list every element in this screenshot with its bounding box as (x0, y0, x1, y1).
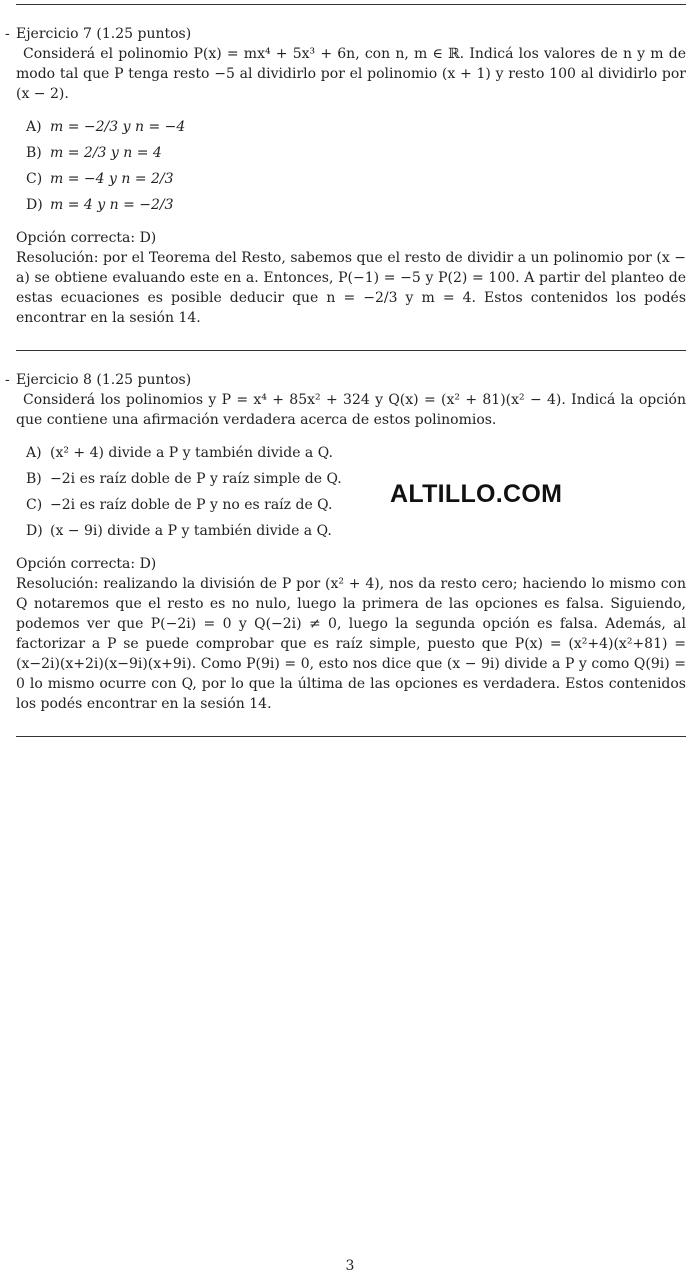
bottom-divider (16, 736, 686, 737)
exercise-statement: Considerá el polinomio P(x) = mx⁴ + 5x³ + 6n, con n, m ∈ ℝ. Indicá los valores de n y m de modo tal que P tenga resto −5 al dividirlo por el polinomio (x + 1) y resto 100 al dividirlo por (x − 2). (16, 46, 686, 102)
option-c: C) −2i es raíz doble de P y no es raíz de Q. (26, 497, 333, 513)
section-divider (16, 350, 686, 351)
exercise-8 (5, 370, 686, 714)
resolution-text: Resolución: realizando la división de P por (x² + 4), nos da resto cero; haciendo lo mismo con Q notaremos que el resto es no nulo, luego la primera de las opciones es falsa. Siguiendo, podemos ver que P(−2i) = 0 y Q(−2i) ≠ 0, luego la segunda opción es falsa. Además, al factorizar a P se puede comprobar que es raíz simple, puesto que P(x) = (x²+4)(x²+81) = (x−2i)(x+2i)(x−9i)(x+9i). Como P(9i) = 0, esto nos dice que (x − 9i) divide a P y como Q(9i) = 0 lo mismo ocurre con Q, por lo que la última de las opciones es verdadera. Estos contenidos los podés encontrar en la sesión 14. (16, 576, 686, 712)
options-list (26, 114, 686, 218)
exercise-title: Ejercicio 7 (1.25 puntos) (16, 26, 192, 42)
correct-option: Opción correcta: D) (16, 230, 157, 246)
page-number: 3 (345, 1258, 355, 1274)
option-a: A) m = −2/3 y n = −4 (26, 119, 186, 135)
bullet-dash: - (5, 26, 10, 42)
solution (16, 554, 686, 714)
bullet-dash: - (5, 372, 10, 388)
option-b: B) m = 2/3 y n = 4 (26, 145, 162, 161)
options-list (26, 440, 686, 544)
option-a: A) (x² + 4) divide a P y también divide a Q. (26, 445, 333, 461)
resolution-text: Resolución: por el Teorema del Resto, sabemos que el resto de dividir a un polinomio por (x − a) se obtiene evaluando este en a. Entonces, P(−1) = −5 y P(2) = 100. A partir del planteo de estas ecuaciones es posible deducir que n = −2/3 y m = 4. Estos contenidos los podés encontrar en la sesión 14. (16, 250, 686, 326)
option-c: C) m = −4 y n = 2/3 (26, 171, 174, 187)
exercise-7 (5, 24, 686, 328)
exercise-statement: Considerá los polinomios y P = x⁴ + 85x² + 324 y Q(x) = (x² + 81)(x² − 4). Indicá la opción que contiene una afirmación verdadera acerca de estos polinomios. (16, 392, 686, 428)
option-d: D) m = 4 y n = −2/3 (26, 197, 174, 213)
watermark-logo: ALTILLO.COM (390, 480, 563, 508)
option-b: B) −2i es raíz doble de P y raíz simple de Q. (26, 471, 342, 487)
correct-option: Opción correcta: D) (16, 556, 157, 572)
option-d: D) (x − 9i) divide a P y también divide a Q. (26, 523, 332, 539)
top-divider (16, 4, 686, 5)
exercise-title: Ejercicio 8 (1.25 puntos) (16, 372, 192, 388)
solution (16, 228, 686, 328)
